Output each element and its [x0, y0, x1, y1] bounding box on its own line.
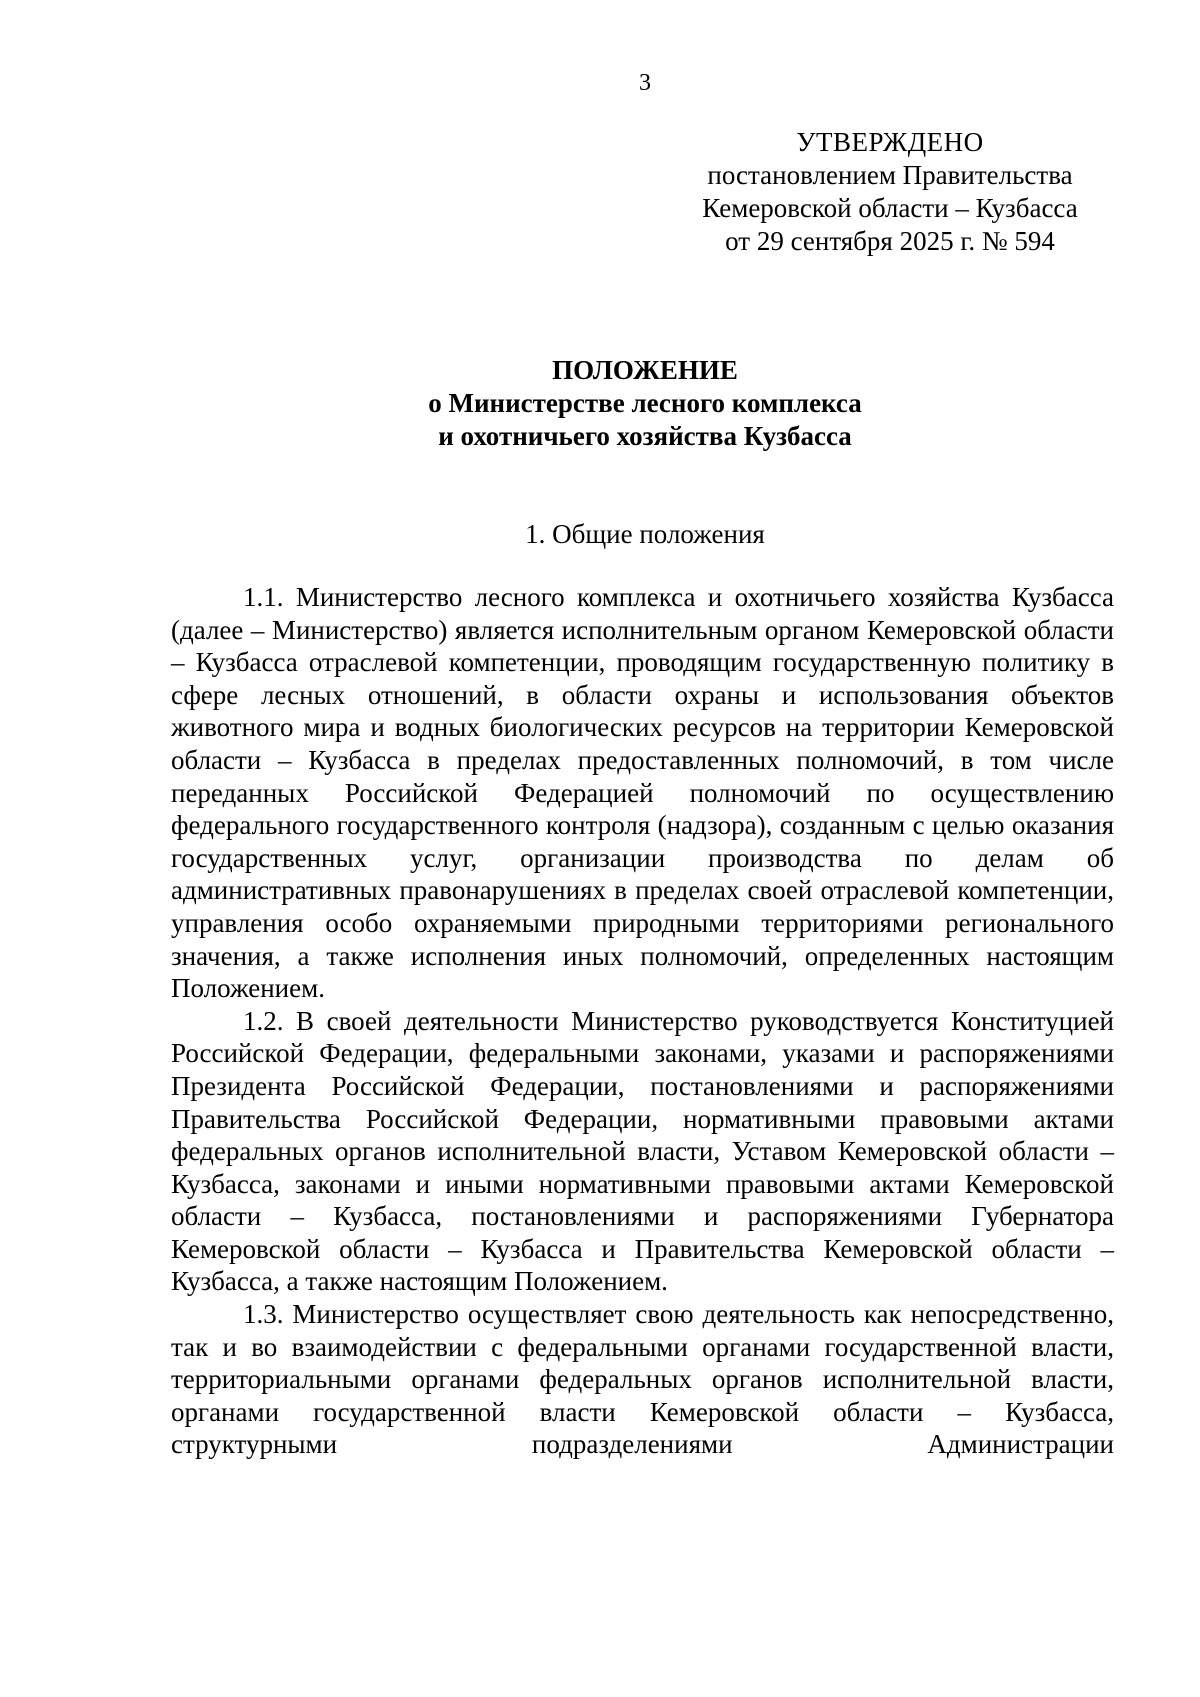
title-line-1: ПОЛОЖЕНИЕ [552, 355, 738, 385]
approval-line-region: Кемеровской области – Кузбасса [702, 193, 1078, 223]
section-heading: 1. Общие положения [525, 519, 765, 549]
paragraph-1-2: 1.2. В своей деятельности Министерство руководствуется Конституцией Российской Федерации, федеральными законами, указами и распоряжениями Президента Российской Федерации, постановлениями и распоряжениями Правительства Российской Федерации, нормативными правовыми актами федеральных органов исполнительной власти, Уставом Кемеровской области – Кузбасса, законами и иными нормативными правовыми актами Кемеровской области – Кузбасса, постановлениями и распоряжениями Губернатора Кемеровской области – Кузбасса и Правительства Кемеровской области – Кузбасса, а также настоящим Положением. [171, 1005, 1114, 1297]
approval-stamp [690, 126, 1090, 258]
approval-heading: УТВЕРЖДЕНО [796, 127, 984, 157]
title-line-2: о Министерстве лесного комплекса [428, 388, 862, 418]
title-line-3: и охотничьего хозяйства Кузбасса [438, 421, 852, 451]
approval-line-date: от 29 сентября 2025 г. № 594 [725, 226, 1055, 256]
page-number: 3 [639, 70, 651, 96]
document-title [0, 354, 1200, 453]
paragraph-1-3: 1.3. Министерство осуществляет свою деятельность как непосредственно, так и во взаимодействии с федеральными органами государственной власти, территориальными органами федеральных органов исполнительной власти, органами государственной власти Кемеровской области – Кузбасса, структурными подразделениями Администрации [171, 1299, 1114, 1460]
document-body [171, 581, 1114, 1461]
approval-line-resolution: постановлением Правительства [707, 160, 1073, 190]
paragraph-1-1: 1.1. Министерство лесного комплекса и охотничьего хозяйства Кузбасса (далее – Министерство) является исполнительным органом Кемеровской области – Кузбасса отраслевой компетенции, проводящим государственную политику в сфере лесных отношений, в области охраны и использования объектов животного мира и водных биологических ресурсов на территории Кемеровской области – Кузбасса в пределах предоставленных полномочий, в том числе переданных Российской Федерацией полномочий по осуществлению федерального государственного контроля (надзора), созданным с целью оказания государственных услуг, организации производства по делам об административных правонарушениях в пределах своей отраслевой компетенции, управления особо охраняемыми природными территориями регионального значения, а также исполнения иных полномочий, определенных настоящим Положением. [171, 582, 1114, 1004]
